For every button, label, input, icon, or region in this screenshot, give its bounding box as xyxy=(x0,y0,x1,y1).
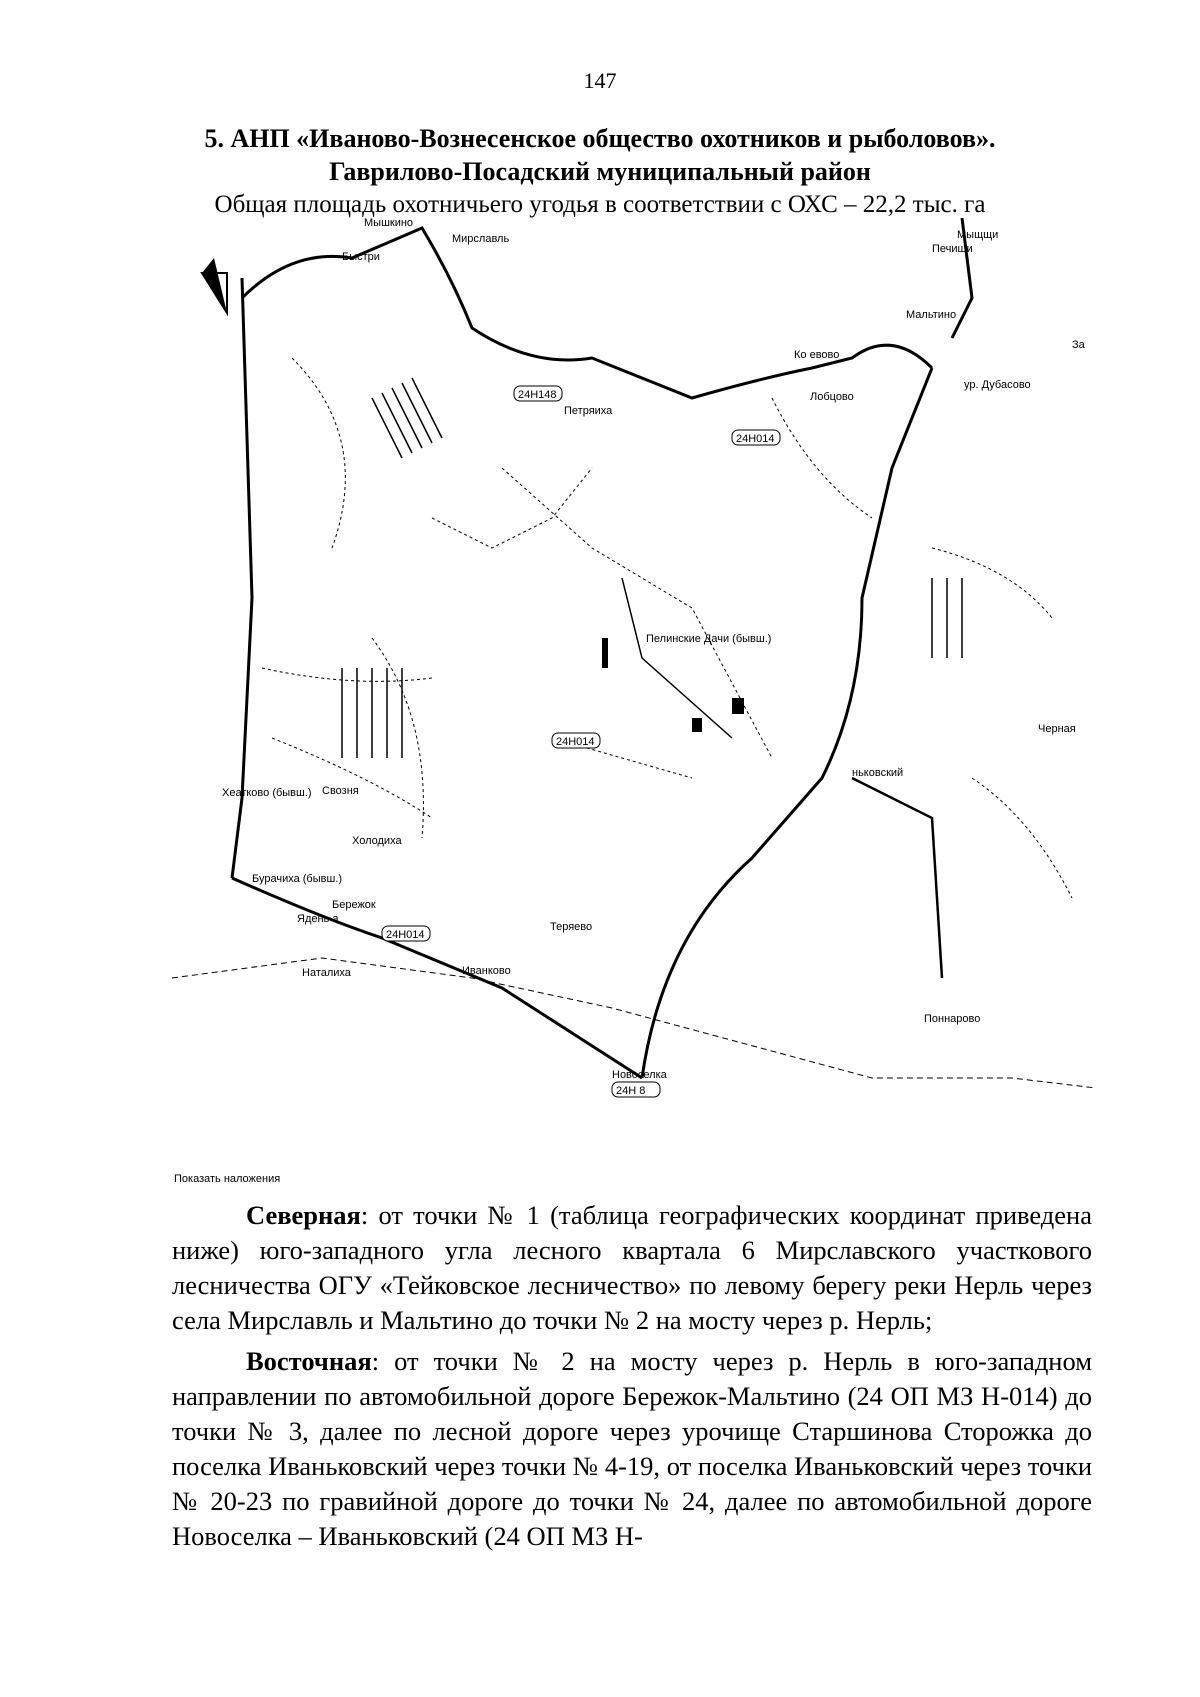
hunting-ground-map xyxy=(172,218,1096,1194)
map-label-myshchi: Мыщщи xyxy=(957,229,999,241)
road-east xyxy=(852,778,942,978)
map-svg xyxy=(172,218,1096,1194)
map-label-yadenka: Ядень а xyxy=(297,913,339,925)
text-east: : от точки № 2 на мосту через р. Нерль в юго-западном направлении по автомобильной дороге Бережок-Мальтино (24 ОП МЗ Н-014) до точки № 3, далее по лесной дороге через урочище Старшинова Сторожка до поселка Иваньковский через точки № 4-19, от поселка Иваньковский через точки № 20-23 по гравийной дороге до точки № 24, далее по автомобильной дороге Новоселка – Иваньковский (24 ОП МЗ Н- xyxy=(172,1346,1092,1551)
map-label-kholodikha: Холодиха xyxy=(352,835,402,847)
map-label-berezhok: Бережок xyxy=(332,899,376,911)
map-label-chernaya: Черная xyxy=(1038,723,1076,735)
page-number: 147 xyxy=(583,68,617,93)
map-label-myshkino: Мышкино xyxy=(364,218,414,229)
boundary-description xyxy=(172,1198,1092,1560)
map-label-novoselka: Новоселка xyxy=(612,1069,667,1081)
road-tag-24n-novoselka: 24Н 8 xyxy=(616,1085,646,1097)
map-label-pechishchi: Печищи xyxy=(932,243,973,255)
text-north: : от точки № 1 (таблица географических координат приведена ниже) юго-западного угла лесного квартала 6 Мирславского участкового лесничества ОГУ «Тейковское лесничество» по левому берегу реки Нерль через села Мирславль и Мальтино до точки № 2 на мосту через р. Нерль; xyxy=(172,1200,1092,1335)
map-label-dubasovo: ур. Дубасово xyxy=(964,379,1031,391)
map-label-za: За xyxy=(1072,339,1085,351)
map-label-mirslavl: Мирславль xyxy=(452,233,510,245)
boundary-east xyxy=(642,368,932,1078)
road-tag-24n014-south: 24Н014 xyxy=(386,929,425,941)
map-label-petryakha: Петряиха xyxy=(564,405,613,417)
map-label-maltino: Мальтино xyxy=(906,309,957,321)
paragraph-east xyxy=(172,1344,1092,1554)
road-tag-24n148: 24Н148 xyxy=(518,389,557,401)
heading-east: Восточная xyxy=(246,1346,372,1376)
map-label-ivankovo-small: Иванково xyxy=(462,965,511,977)
district-title: Гаврилово-Посадский муниципальный район xyxy=(329,157,871,186)
area-subtitle: Общая площадь охотничьего угодья в соответствии с ОХС – 22,2 тыс. га xyxy=(214,191,986,218)
map-label-ponkarovo: Поннарово xyxy=(924,1013,981,1025)
map-label-bystri: Быстри xyxy=(342,251,380,263)
road-tag-24n014-north: 24Н014 xyxy=(736,433,775,445)
map-label-pelinskie: Пелинские Дачи (бывш.) xyxy=(646,633,772,645)
map-label-svozna: Свозня xyxy=(322,785,359,797)
boundary-south xyxy=(232,878,642,1078)
map-label-natalikha: Наталиха xyxy=(302,967,351,979)
document-title: 5. АНП «Иваново-Вознесенское общество охотников и рыболовов». xyxy=(204,124,996,153)
map-label-teryaevo: Теряево xyxy=(550,921,593,933)
map-label-ivankovsky: ньковский xyxy=(852,767,904,779)
map-label-kosevo: Ко евово xyxy=(794,349,840,361)
map-label-lobtsovo: Лобцово xyxy=(810,391,854,403)
paragraph-north xyxy=(172,1198,1092,1338)
map-label-khevatkovo: Хеатково (бывш.) xyxy=(222,787,312,799)
map-label-pokazat: Показать наложения xyxy=(174,1173,281,1185)
road-tag-24n014-center: 24Н014 xyxy=(556,736,595,748)
heading-north: Северная xyxy=(246,1200,361,1230)
map-label-burachikha: Бурачиха (бывш.) xyxy=(252,873,343,885)
